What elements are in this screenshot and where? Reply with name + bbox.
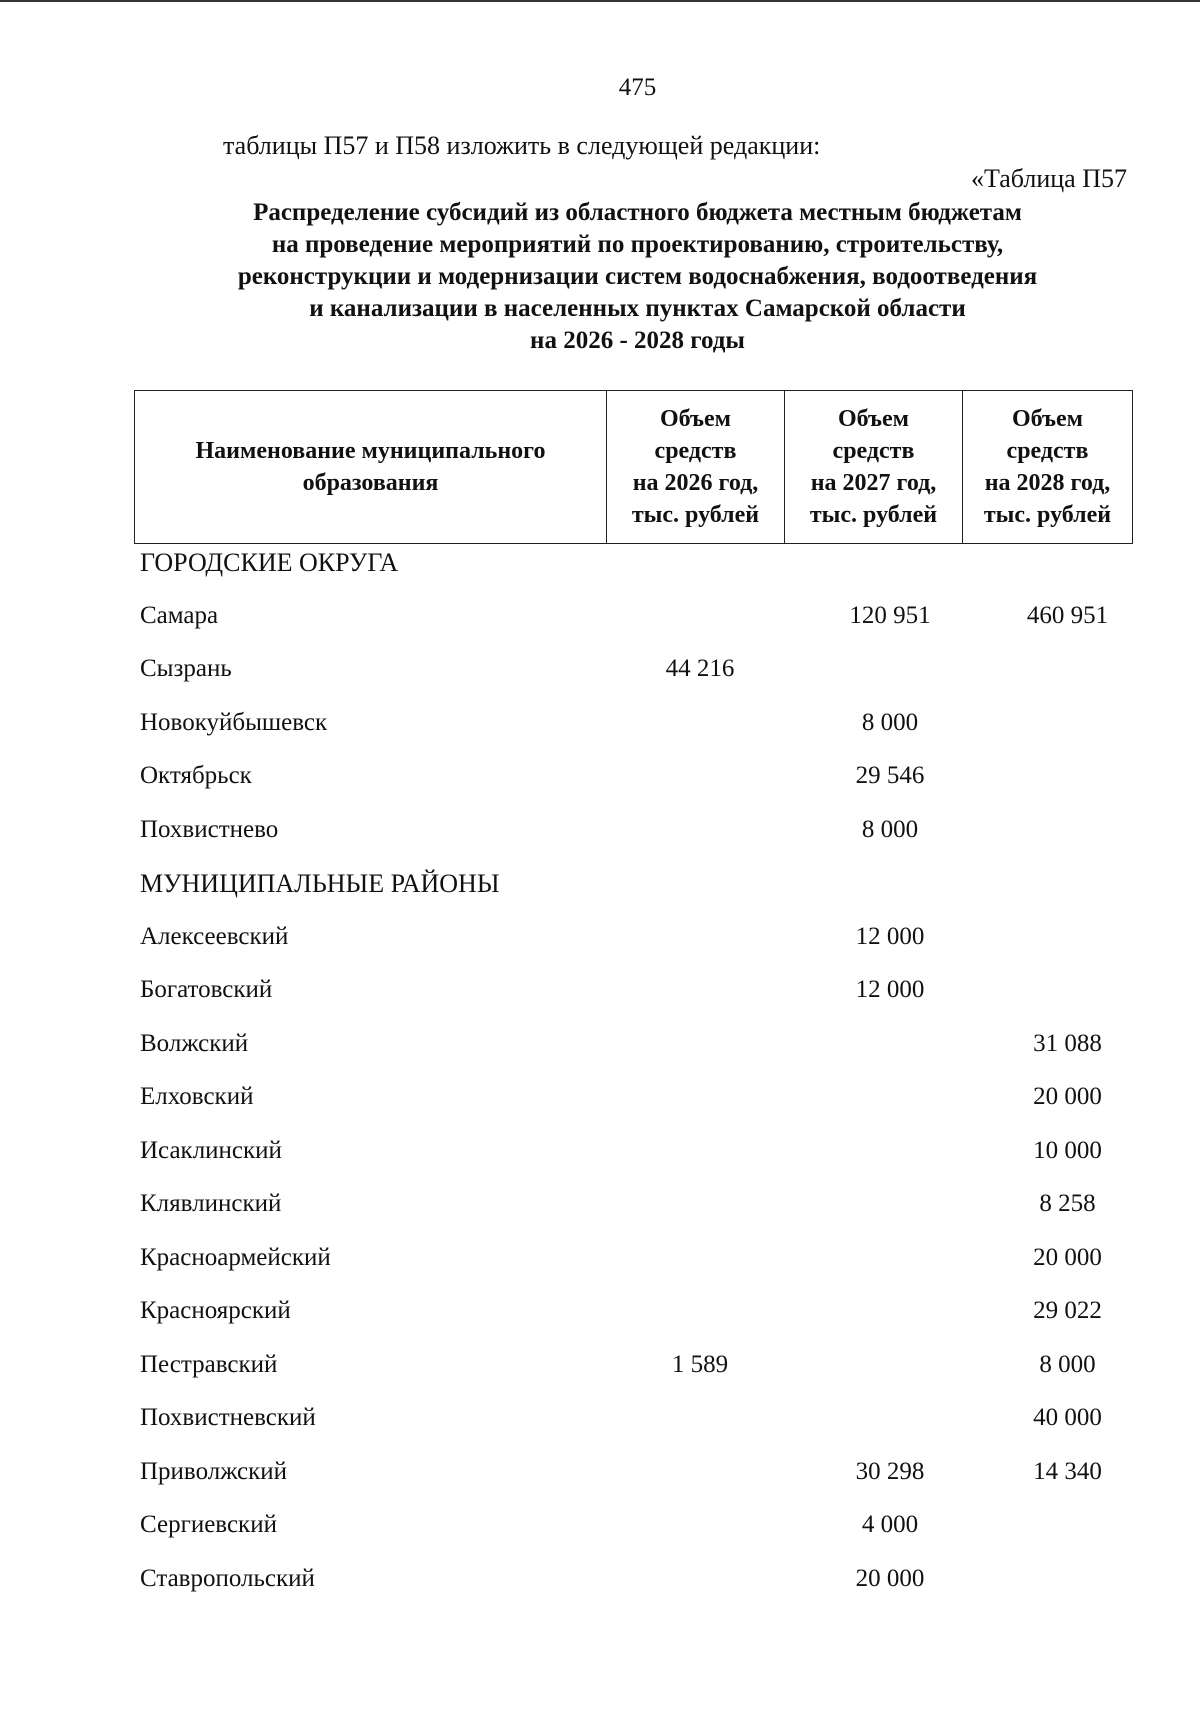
municipality-name: Клявлинский xyxy=(140,1190,282,1217)
table-row xyxy=(0,1565,1200,1619)
top-border-line xyxy=(0,0,1200,2)
section-row xyxy=(0,869,1200,923)
municipality-name: Алексеевский xyxy=(140,922,289,950)
value-2027: 12 000 xyxy=(855,922,925,950)
title-line: на 2026 - 2028 годы xyxy=(530,327,745,354)
value-2028: 20 000 xyxy=(1033,1083,1102,1110)
municipality-name: Елховский xyxy=(140,1083,254,1110)
section-row xyxy=(0,548,1200,602)
title-line: и канализации в населенных пунктах Самарской области xyxy=(309,295,966,322)
value-2027: 4 000 xyxy=(861,1511,919,1538)
municipality-name: Самара xyxy=(140,601,219,629)
table-row xyxy=(0,1297,1200,1351)
value-2027: 8 000 xyxy=(861,815,919,843)
value-2028: 8 258 xyxy=(1039,1190,1096,1217)
intro-text: таблицы П57 и П58 изложить в следующей редакции: xyxy=(223,131,821,160)
page-number: 475 xyxy=(618,74,657,101)
municipality-name: Пестравский xyxy=(140,1350,278,1378)
value-2027: 29 546 xyxy=(855,762,925,789)
value-2028: 460 951 xyxy=(1026,601,1109,629)
title-line: реконструкции и модернизации систем водоснабжения, водоотведения xyxy=(237,263,1038,290)
header-name: Наименование муниципального образования xyxy=(135,391,607,544)
municipality-name: Исаклинский xyxy=(140,1136,282,1164)
value-2028: 20 000 xyxy=(1033,1243,1102,1271)
title-line: на проведение мероприятий по проектированию, строительству, xyxy=(271,231,1004,258)
value-2027: 12 000 xyxy=(855,976,925,1003)
section-heading: МУНИЦИПАЛЬНЫЕ РАЙОНЫ xyxy=(140,869,500,898)
table-row xyxy=(0,1137,1200,1191)
table-row xyxy=(0,602,1200,656)
title-line: Распределение субсидий из областного бюджета местным бюджетам xyxy=(253,199,1022,226)
municipality-name: Похвистневский xyxy=(140,1404,316,1431)
municipality-name: Красноармейский xyxy=(140,1243,331,1271)
municipality-name: Октябрьск xyxy=(140,762,252,789)
value-2028: 31 088 xyxy=(1033,1029,1102,1057)
value-2027: 30 298 xyxy=(855,1457,925,1485)
value-2028: 10 000 xyxy=(1033,1136,1102,1164)
document-title xyxy=(130,197,1145,357)
table-row xyxy=(0,923,1200,977)
value-2026: 1 589 xyxy=(671,1350,729,1378)
header-2027: Объем средств на 2027 год, тыс. рублей xyxy=(785,391,963,544)
table-row xyxy=(0,1083,1200,1137)
municipality-name: Новокуйбышевск xyxy=(140,708,328,736)
municipality-name: Похвистнево xyxy=(140,815,279,843)
table-row xyxy=(0,1404,1200,1458)
value-2028: 8 000 xyxy=(1039,1350,1096,1378)
table-row xyxy=(0,1511,1200,1565)
value-2026: 44 216 xyxy=(665,655,735,682)
municipality-name: Приволжский xyxy=(140,1457,288,1485)
header-2026: Объем средств на 2026 год, тыс. рублей xyxy=(607,391,785,544)
table-row xyxy=(0,1458,1200,1512)
value-2028: 40 000 xyxy=(1033,1404,1102,1431)
table-body xyxy=(0,548,1200,1618)
table-header xyxy=(134,390,1133,544)
table-row xyxy=(0,1244,1200,1298)
municipality-name: Богатовский xyxy=(140,976,273,1003)
municipality-name: Сызрань xyxy=(140,655,232,682)
table-row xyxy=(0,709,1200,763)
table-row xyxy=(0,655,1200,709)
table-row xyxy=(0,1351,1200,1405)
table-row xyxy=(0,816,1200,870)
value-2028: 29 022 xyxy=(1033,1297,1102,1324)
table-label: «Таблица П57 xyxy=(971,164,1127,193)
section-heading: ГОРОДСКИЕ ОКРУГА xyxy=(140,548,399,577)
municipality-name: Ставропольский xyxy=(140,1564,315,1592)
header-2028: Объем средств на 2028 год, тыс. рублей xyxy=(963,391,1133,544)
table-row xyxy=(0,1190,1200,1244)
municipality-name: Волжский xyxy=(140,1029,249,1057)
value-2027: 120 951 xyxy=(849,601,931,629)
table-row xyxy=(0,1030,1200,1084)
value-2027: 20 000 xyxy=(855,1564,925,1592)
table-row xyxy=(0,762,1200,816)
table-row xyxy=(0,976,1200,1030)
value-2028: 14 340 xyxy=(1033,1457,1102,1485)
value-2027: 8 000 xyxy=(861,708,919,736)
municipality-name: Сергиевский xyxy=(140,1511,277,1538)
municipality-name: Красноярский xyxy=(140,1297,291,1324)
